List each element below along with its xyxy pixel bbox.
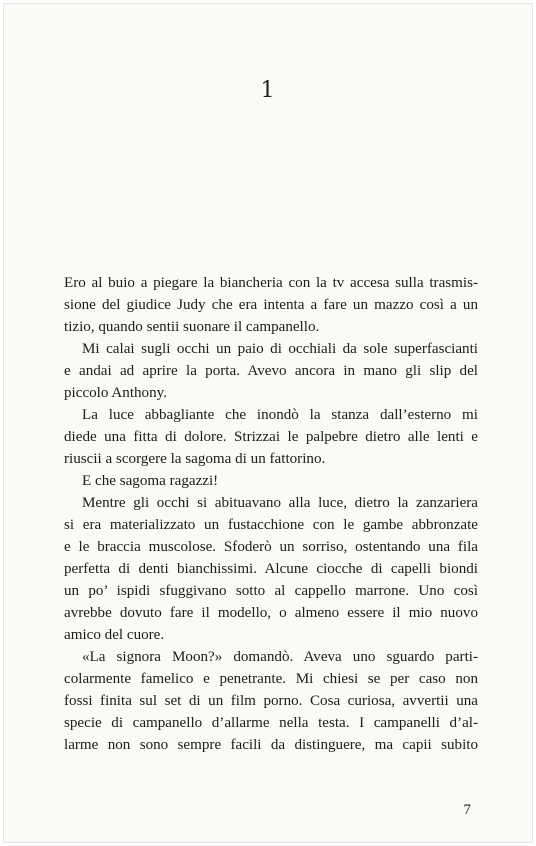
text-line: riuscii a scorgere la sagoma di un fattorino. bbox=[64, 451, 326, 467]
text-line: si era materializzato un fustacchione con le gambe abbronzate bbox=[64, 517, 478, 533]
paragraph bbox=[64, 338, 478, 404]
text-line: amico del cuore. bbox=[64, 627, 165, 643]
paragraph bbox=[64, 272, 478, 338]
text-line: perfetta di denti bianchissimi. Alcune ciocche di capelli biondi bbox=[64, 561, 478, 577]
text-line: tizio, quando sentii suonare il campanello. bbox=[64, 319, 320, 335]
text-line: fossi finita sul set di un film porno. Cosa curiosa, avvertii una bbox=[64, 693, 478, 709]
text-line: specie di campanello d’allarme nella testa. I campanelli d’al- bbox=[64, 715, 478, 731]
paragraph bbox=[64, 404, 478, 470]
paragraph bbox=[64, 470, 478, 492]
book-page bbox=[4, 4, 532, 842]
text-line: Mi calai sugli occhi un paio di occhiali da sole superfascianti bbox=[82, 341, 478, 357]
body-text bbox=[64, 272, 478, 756]
text-line: diede una fitta di dolore. Strizzai le palpebre dietro alle lenti e bbox=[64, 429, 478, 445]
text-line: E che sagoma ragazzi! bbox=[82, 473, 219, 489]
text-line: avrebbe dovuto fare il modello, o almeno essere il mio nuovo bbox=[64, 605, 478, 621]
text-line: Ero al buio a piegare la biancheria con la tv accesa sulla trasmis- bbox=[64, 275, 478, 291]
text-line: sione del giudice Judy che era intenta a fare un mazzo così a un bbox=[64, 297, 478, 313]
text-line: La luce abbagliante che inondò la stanza dall’esterno mi bbox=[82, 407, 478, 423]
text-line: «La signora Moon?» domandò. Aveva uno sguardo parti- bbox=[82, 649, 478, 665]
chapter-number: 1 bbox=[260, 78, 276, 103]
text-line: larme non sono sempre facili da distinguere, ma capii subito bbox=[64, 737, 478, 753]
paragraph bbox=[64, 492, 478, 646]
text-line: Mentre gli occhi si abituavano alla luce, dietro la zanzariera bbox=[82, 495, 478, 511]
text-line: piccolo Anthony. bbox=[64, 385, 167, 401]
page-number: 7 bbox=[463, 802, 471, 818]
text-line: colarmente famelico e penetrante. Mi chiesi se per caso non bbox=[64, 671, 478, 687]
text-line: un po’ ispidi sfuggivano sotto al cappello marrone. Uno così bbox=[64, 583, 478, 599]
paragraph bbox=[64, 646, 478, 756]
text-line: e le braccia muscolose. Sfoderò un sorriso, ostentando una fila bbox=[64, 539, 478, 555]
text-line: e andai ad aprire la porta. Avevo ancora in mano gli slip del bbox=[64, 363, 478, 379]
